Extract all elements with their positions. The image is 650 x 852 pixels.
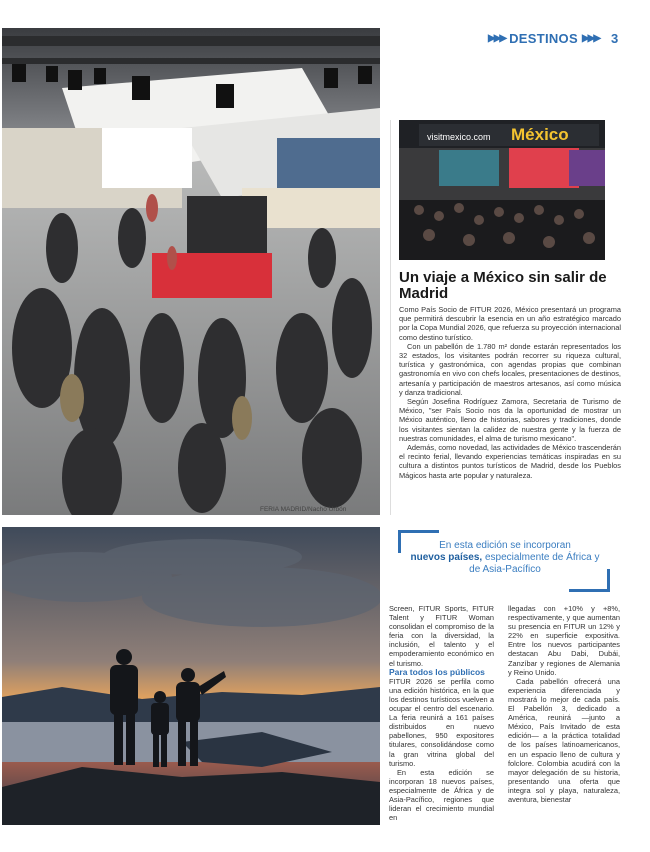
pull-quote-pre: En esta edición se incorporan — [439, 540, 571, 551]
sign-website: visitmexico.com — [427, 132, 491, 142]
article-paragraph: Con un pabellón de 1.780 m² donde estarán representados los 32 estados, los visitantes podrán recorrer su riqueza cultural, turística y gastronómica, con agendas propias que combinan gastronomía en vivo con chefs locales, presentaciones de destinos, artesanía y participación de maestros artesanos, así como música y danza tradicional. — [399, 341, 621, 397]
expo-hall-illustration — [2, 28, 380, 515]
mexico-stand-photo — [399, 120, 605, 260]
article-paragraph: Como País Socio de FITUR 2026, México presentará un programa que permitirá descubrir la esencia en un año estratégico marcado por la Copa Mundial 2026, que refuerza su proyección internacional como destino turístico. — [399, 305, 621, 342]
subheading: Para todos los públicos — [389, 666, 485, 677]
article-paragraph: Además, como novedad, las actividades de México trascenderán el recinto ferial, llevando experiencias temáticas inspiradas en su cultura a distintos puntos turísticos de Madrid, desde los Pueblos Mágicos hasta arte popular y naturaleza. — [399, 443, 621, 480]
pull-quote-bold: nuevos países, — [410, 552, 483, 563]
text-column-1 — [389, 604, 494, 822]
column-paragraph: En esta edición se incorporan 18 nuevos países, especialmente de África y de Asia-Pacífico, regiones que lideran el crecimiento mundial en — [389, 767, 494, 823]
sunset-illustration — [2, 527, 380, 825]
column-divider — [390, 120, 391, 515]
chevrons-right-icon: ▶▶▶ — [488, 32, 506, 44]
column-paragraph: Screen, FITUR Sports, FITUR Talent y FITUR Woman consolidan el compromiso de la feria con la diversidad, la inclusión, el talento y el empoderamiento económico en el turismo. — [389, 604, 494, 668]
sunset-photo — [2, 527, 380, 825]
sign-mexico: México — [511, 125, 569, 144]
section-header — [488, 28, 638, 48]
article-title: Un viaje a México sin salir de Madrid — [399, 269, 607, 302]
pull-quote — [398, 530, 610, 592]
chevrons-right-icon: ▶▶▶ — [581, 32, 600, 44]
article-paragraph: Según Josefina Rodríguez Zamora, Secretaria de Turismo de México, "ser País Socio nos da la oportunidad de mostrar un México auténtico, lleno de historias, sabores y tradiciones, donde los visitantes sientan la calidez de nuestra gente y la fuerza de nuestras comunidades, el alma de turismo mexicano". — [399, 397, 621, 443]
column-paragraph: llegadas con +10% y +8%, respectivamente, y que aumentan su presencia en FITUR un 12% y 22% en superficie expositiva. Entre los nuevos participantes destacan Abu Dabi, Dubái, Zanzíbar y regiones de Alemania y Reino Unido. — [508, 604, 620, 677]
pull-quote-text — [408, 540, 602, 576]
column-paragraph: Cada pabellón ofrecerá una experiencia diferenciada y mostrará lo mejor de cada país. El Pabellón 3, dedicado a América, reunirá —junto a México, País Invitado de esta edición— a la práctica totalidad de los países latinoamericanos, en un espacio lleno de cultura y folclore. Colombia acudirá con la mayor delegación de su historia, presentando una oferta que integra sol y playa, naturaleza, aventura, bienestar — [508, 676, 620, 804]
page-number: 3 — [611, 30, 619, 46]
article-body — [399, 305, 621, 480]
photo-credit: FERIA MADRID/Nacho Urbón — [260, 506, 347, 513]
pull-quote-post: especialmente de África y de Asia-Pacífico — [469, 552, 600, 575]
text-column-2 — [508, 604, 620, 804]
mexico-stand-illustration — [399, 120, 605, 260]
expo-hall-photo — [2, 28, 380, 515]
column-paragraph: FITUR 2026 se perfila como una edición histórica, en la que los destinos turísticos vuelven a ocupar el centro del escenario. La feria reunirá a 161 países distribuidos en nuevo pabellones, 950 expositores titulares, consolidándose como la gran vitrina global del turismo. — [389, 676, 494, 768]
section-title: DESTINOS — [509, 30, 578, 46]
